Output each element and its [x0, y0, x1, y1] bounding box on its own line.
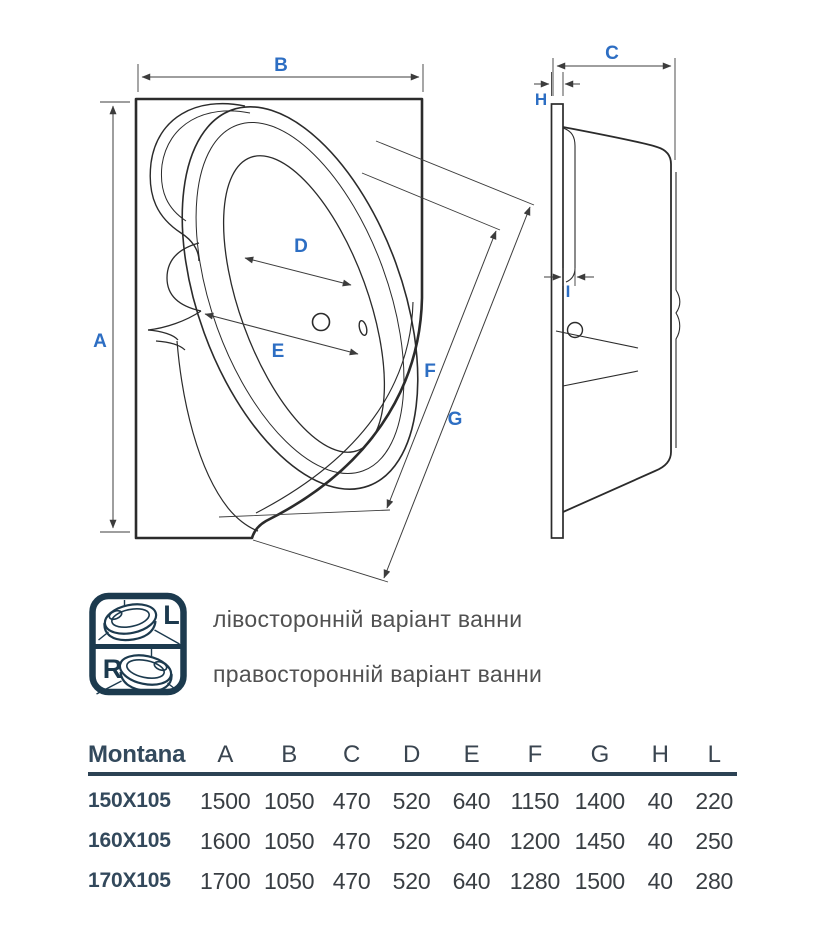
flick-2 — [148, 330, 178, 340]
right-variant-badge: R — [102, 654, 123, 684]
col-header-h: H — [651, 741, 669, 768]
cell-value: 470 — [332, 787, 371, 814]
dim-label-d: D — [294, 236, 308, 257]
dimension-g — [253, 141, 534, 582]
dimension-c — [553, 43, 675, 160]
cell-value: 1050 — [263, 827, 315, 854]
cell-value: 520 — [392, 827, 431, 854]
flick-3 — [156, 341, 185, 350]
cell-value: 1050 — [263, 787, 315, 814]
cell-value: 1150 — [510, 787, 560, 814]
shell-outline — [136, 99, 422, 538]
col-header-c: C — [343, 741, 361, 768]
basin-rim-inner — [154, 95, 445, 501]
dim-label-f: F — [424, 361, 436, 382]
cell-value: 1280 — [509, 867, 561, 894]
col-header-b: B — [281, 741, 298, 768]
back-lip — [563, 128, 575, 282]
overflow-hole — [313, 314, 330, 331]
dimension-b — [138, 55, 423, 92]
cell-value: 520 — [392, 787, 431, 814]
cell-value: 640 — [452, 787, 491, 814]
cell-value: 220 — [695, 787, 734, 814]
dimensions-table — [88, 740, 740, 901]
cell-value: 1200 — [509, 827, 561, 854]
jet-hole — [358, 320, 368, 336]
dim-label-a: A — [93, 331, 107, 352]
cell-value: 520 — [392, 867, 431, 894]
cell-value: 40 — [647, 827, 673, 854]
cell-value: 1600 — [200, 827, 251, 854]
col-header-e: E — [463, 741, 480, 768]
table-brand: Montana — [88, 741, 186, 768]
cell-value: 1400 — [574, 787, 625, 814]
table-header-row — [88, 740, 740, 770]
left-variant-label: лівосторонній варіант ванни — [213, 606, 523, 632]
cell-value: 1700 — [200, 867, 251, 894]
col-header-a: A — [217, 741, 234, 768]
dim-label-b: B — [274, 55, 288, 76]
cell-value: 1500 — [574, 867, 625, 894]
icon-divider — [93, 644, 184, 649]
dim-label-i: I — [565, 282, 571, 301]
col-header-f: F — [527, 741, 543, 768]
dimension-d — [245, 236, 351, 285]
cell-value: 280 — [695, 867, 734, 894]
cell-value: 640 — [452, 827, 491, 854]
dimension-a — [93, 102, 130, 532]
dim-label-h: H — [534, 90, 548, 109]
top-view — [136, 75, 465, 538]
orientation-variant-icon — [88, 592, 188, 696]
interior-line-2 — [563, 371, 638, 386]
dimension-f — [219, 173, 500, 517]
rim-lip-line — [676, 172, 680, 448]
dim-label-e: E — [271, 341, 285, 362]
cell-value: 250 — [695, 827, 734, 854]
dim-label-c: C — [605, 43, 619, 64]
col-header-l: L — [707, 741, 721, 768]
cell-value: 1050 — [263, 867, 315, 894]
side-view — [552, 104, 680, 538]
tub-profile — [563, 127, 671, 512]
dim-label-g: G — [447, 409, 463, 430]
left-variant-badge: L — [163, 600, 180, 630]
cell-value: 40 — [647, 867, 673, 894]
cell-value: 1450 — [574, 827, 625, 854]
headrest-curve-inner — [161, 111, 250, 221]
cell-value: 470 — [332, 867, 371, 894]
cell-value: 40 — [647, 787, 673, 814]
table-row — [88, 781, 740, 821]
seat-edge — [177, 341, 258, 531]
col-header-g: G — [590, 741, 610, 768]
cell-value: 640 — [452, 867, 491, 894]
row-size: 150X105 — [88, 789, 171, 812]
right-variant-label: правосторонній варіант ванни — [213, 661, 543, 687]
apron-wall — [552, 104, 564, 538]
row-size: 170X105 — [88, 869, 171, 892]
table-row — [88, 821, 740, 861]
headrest-curve-outer — [150, 104, 245, 261]
cell-value: 470 — [332, 827, 371, 854]
cell-value: 1500 — [200, 787, 251, 814]
table-divider — [88, 772, 737, 776]
table-row — [88, 861, 740, 901]
col-header-d: D — [402, 741, 421, 768]
row-size: 160X105 — [88, 829, 171, 852]
flick-1 — [148, 311, 201, 330]
